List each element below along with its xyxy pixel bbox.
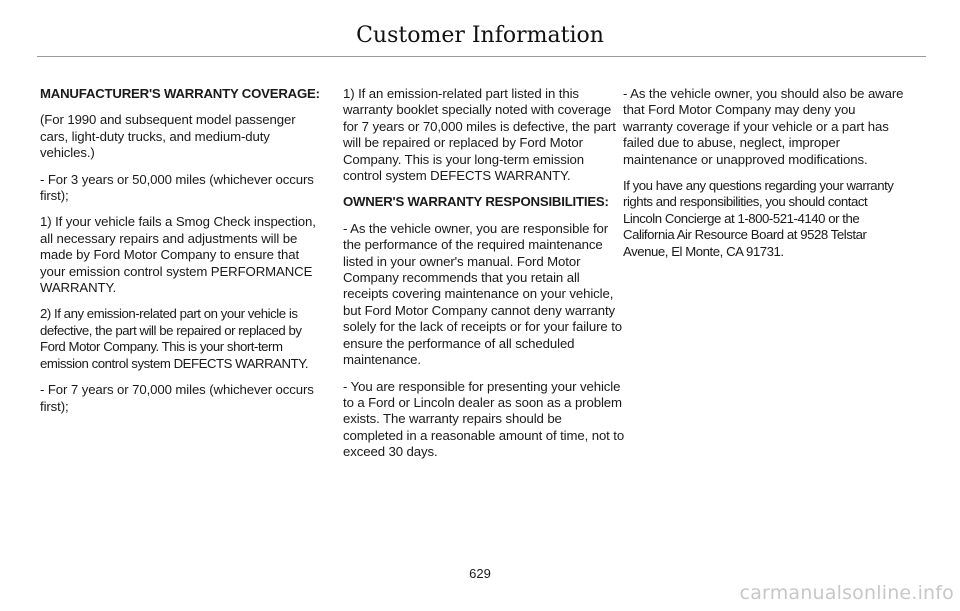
watermark: carmanualsonline.info — [739, 582, 954, 604]
paragraph: - For 3 years or 50,000 miles (whichever occurs first); — [40, 171, 314, 204]
paragraph: - For 7 years or 70,000 miles (whichever occurs first); — [40, 382, 314, 414]
paragraph: (For 1990 and subsequent model passenger cars, light-duty trucks, and medium-duty vehicles.) — [40, 112, 296, 161]
paragraph: 1) If an emission-related part listed in this warranty booklet specially noted with coverage for 7 years or 70,000 miles is defective, the part will be repaired or replaced by Ford Motor Company. This is your long-term emission control system DEFECTS WARRANTY. — [343, 86, 616, 184]
owner-responsibilities-heading: OWNER'S WARRANTY RESPONSIBILITIES: — [343, 194, 609, 210]
header-divider — [37, 56, 926, 57]
paragraph: - As the vehicle owner, you should also be aware that Ford Motor Company may deny you warranty coverage if your vehicle or a part has failed due to abuse, neglect, improper maintenance or unapproved modifications. — [623, 86, 904, 167]
paragraph: - As the vehicle owner, you are responsible for the performance of the required maintenance listed in your owner's manual. Ford Motor Company recommends that you retain all receipts covering maintenance on your vehicle, but Ford Motor Company cannot deny warranty solely for the lack of receipts or for your failure to ensure the performance of all scheduled maintenance. — [343, 220, 622, 368]
paragraph: If you have any questions regarding your warranty rights and responsibilities, you should contact Lincoln Concierge at 1-800-521-4140 or the California Air Resource Board at 9528 Telstar Avenue, El Monte, CA 91731. — [623, 178, 894, 259]
page-header — [0, 0, 960, 58]
paragraph: 1) If your vehicle fails a Smog Check inspection, all necessary repairs and adjustments will be made by Ford Motor Company to ensure that your emission control system PERFORMANCE WARRANTY. — [40, 214, 316, 296]
section-title: Customer Information — [356, 23, 604, 48]
paragraph: 2) If any emission-related part on your vehicle is defective, the part will be repaired or replaced by Ford Motor Company. This is your short-term emission control system DEFECTS WARRANTY. — [40, 306, 309, 371]
warranty-coverage-heading: MANUFACTURER'S WARRANTY COVERAGE: — [40, 86, 320, 101]
text-column-1 — [40, 86, 322, 425]
text-column-3 — [623, 86, 905, 270]
text-column-2 — [343, 86, 625, 471]
paragraph: - You are responsible for presenting your vehicle to a Ford or Lincoln dealer as soon as a problem exists. The warranty repairs should be completed in a reasonable amount of time, not to exceed 30 days. — [343, 378, 625, 460]
page-number: 629 — [469, 566, 491, 581]
